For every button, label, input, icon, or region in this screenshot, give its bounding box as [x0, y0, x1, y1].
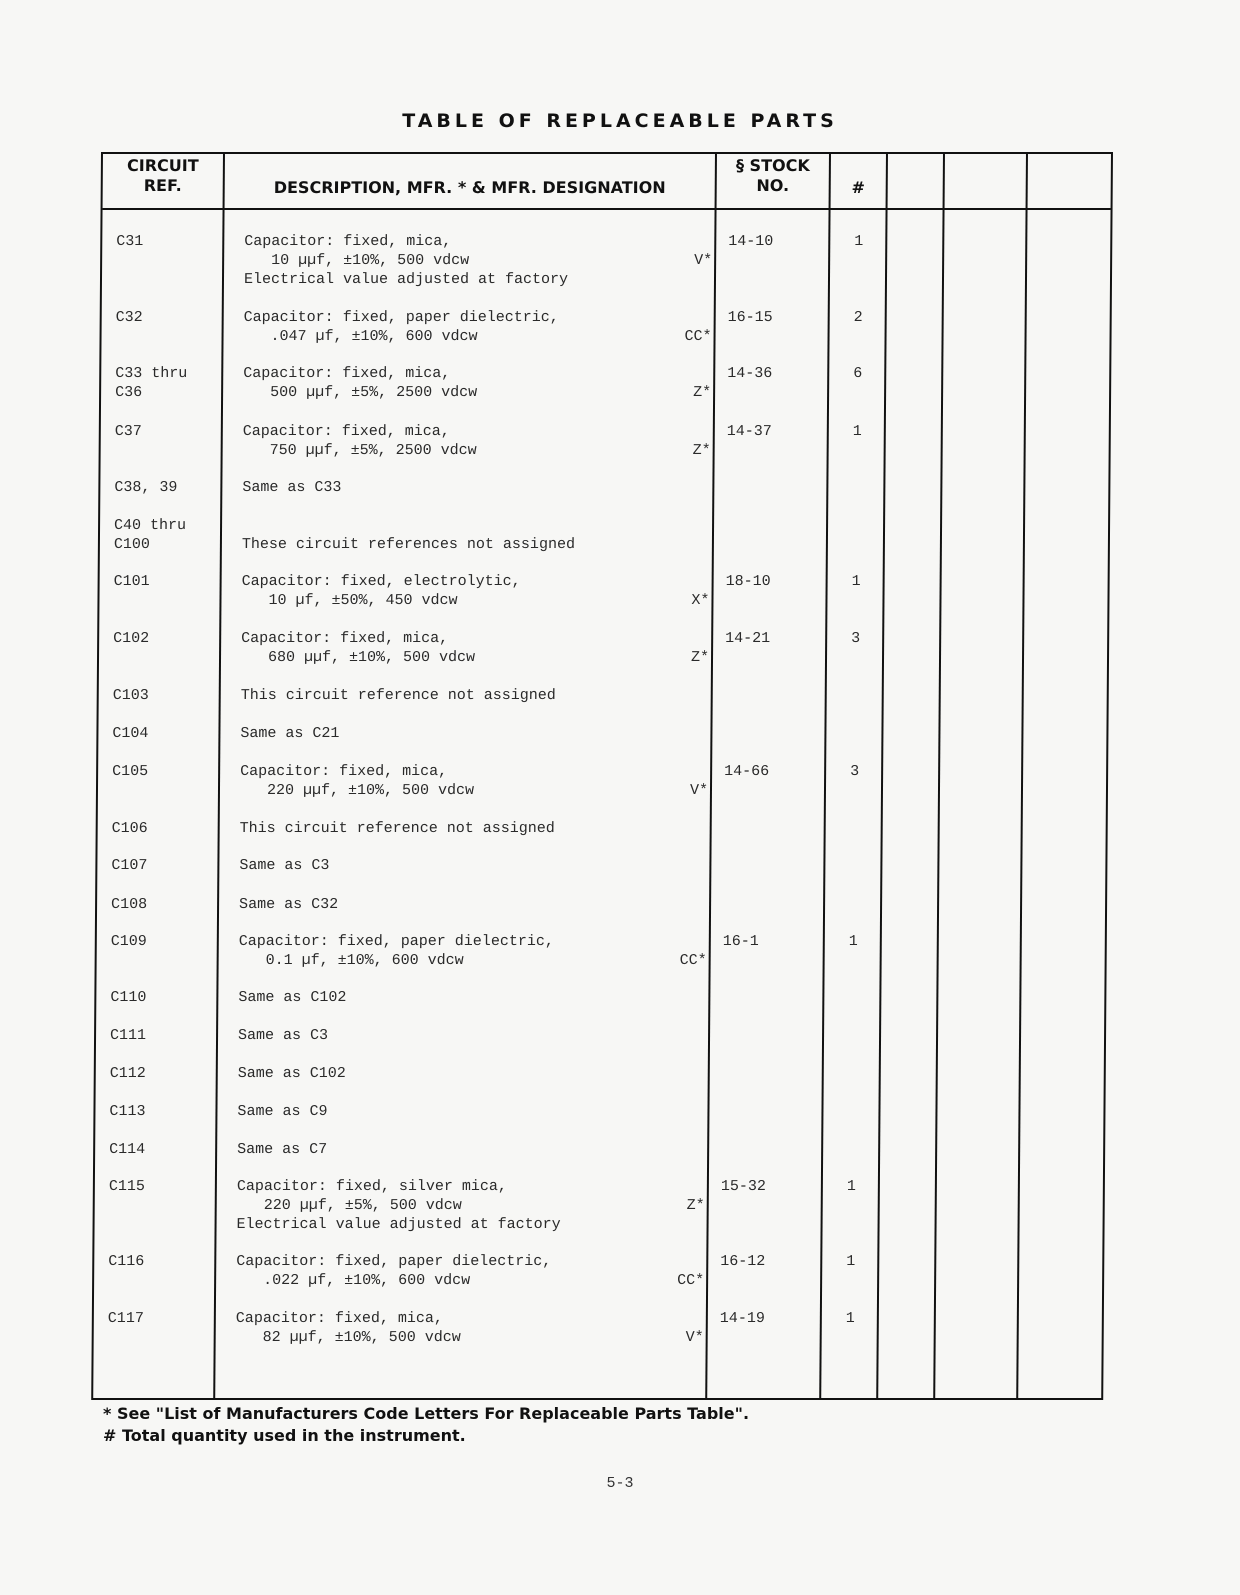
- description-line: 220 µµf, ±10%, 500 vdcw: [239, 782, 475, 799]
- description-line: Capacitor: fixed, mica,: [240, 763, 448, 780]
- quantity: 1: [845, 1310, 855, 1327]
- description-line: [242, 516, 575, 535]
- description: [239, 895, 338, 914]
- circuit-ref: C109: [110, 933, 147, 950]
- description: [239, 932, 554, 970]
- quantity: 1: [852, 423, 862, 440]
- description-line: 750 µµf, ±5%, 2500 vdcw: [242, 442, 477, 459]
- circuit-ref: C103: [112, 687, 149, 704]
- description-line: 10 µµf, ±10%, 500 vdcw: [244, 252, 470, 269]
- description-line: 500 µµf, ±5%, 2500 vdcw: [243, 384, 478, 401]
- mfr-code: CC*: [684, 328, 712, 345]
- description-line: Same as C9: [237, 1103, 328, 1120]
- description: [242, 478, 341, 497]
- stock-number: 16-12: [720, 1253, 766, 1270]
- description-line: Same as C3: [237, 1027, 329, 1044]
- description-line: 220 µµf, ±5%, 500 vdcw: [236, 1197, 462, 1214]
- description-line: Capacitor: fixed, paper dielectric,: [238, 933, 554, 950]
- circuit-ref: C38, 39: [114, 479, 178, 496]
- quantity: 1: [846, 1178, 856, 1195]
- description: [244, 232, 569, 289]
- description-line: Capacitor: fixed, mica,: [235, 1310, 443, 1327]
- description: [243, 364, 477, 402]
- description: [238, 988, 346, 1007]
- description-line: These circuit references not assigned: [241, 536, 576, 553]
- description-line: This circuit reference not assigned: [240, 687, 556, 704]
- stock-number: 18-10: [725, 573, 771, 590]
- quantity: 2: [853, 309, 863, 326]
- description-line: 10 µf, ±50%, 450 vdcw: [241, 592, 458, 609]
- description: [243, 308, 558, 346]
- description: [237, 1140, 327, 1159]
- description: [236, 1309, 461, 1347]
- mfr-code: CC*: [677, 1272, 705, 1289]
- description-line: Electrical value adjusted at factory: [236, 1216, 561, 1233]
- mfr-code: CC*: [679, 952, 707, 969]
- circuit-ref: C111: [109, 1027, 147, 1044]
- description-line: Capacitor: fixed, mica,: [244, 233, 452, 250]
- quantity: 1: [851, 573, 861, 590]
- mfr-code: V*: [689, 782, 709, 799]
- page-title: TABLE OF REPLACEABLE PARTS: [402, 110, 838, 132]
- header-quantity: #: [851, 178, 865, 197]
- stock-number: 14-19: [719, 1310, 765, 1327]
- description: [240, 724, 339, 743]
- description: [237, 1177, 562, 1234]
- quantity: 1: [854, 233, 864, 250]
- description-line: 0.1 µf, ±10%, 600 vdcw: [238, 952, 464, 969]
- mfr-code: Z*: [692, 442, 711, 459]
- circuit-ref: C31: [116, 233, 144, 250]
- description-line: Same as C7: [237, 1141, 328, 1158]
- circuit-ref: C107: [111, 857, 148, 874]
- circuit-ref: C116: [108, 1253, 145, 1270]
- stock-number: 16-15: [727, 309, 773, 326]
- header-stock-no: § STOCK NO.: [735, 156, 810, 195]
- header-circuit-ref: CIRCUIT REF.: [127, 156, 199, 195]
- description-line: Capacitor: fixed, silver mica,: [236, 1178, 507, 1195]
- parts-table: [91, 152, 1113, 1400]
- footnote-manufacturer: * See "List of Manufacturers Code Letters For Replaceable Parts Table".: [103, 1404, 750, 1423]
- table-body: [93, 154, 1115, 1402]
- circuit-ref: C113: [109, 1103, 146, 1120]
- quantity: 1: [846, 1253, 856, 1270]
- circuit-ref: C33 thru C36: [115, 365, 188, 401]
- circuit-ref: C102: [113, 630, 150, 647]
- description-line: Capacitor: fixed, mica,: [241, 630, 449, 647]
- description: [241, 572, 520, 610]
- description: [240, 819, 555, 838]
- description-line: Capacitor: fixed, paper dielectric,: [236, 1253, 552, 1270]
- circuit-ref: C115: [108, 1178, 145, 1195]
- circuit-ref: C101: [113, 573, 150, 590]
- description-line: This circuit reference not assigned: [239, 820, 555, 837]
- description: [238, 1026, 328, 1045]
- description: [240, 762, 474, 800]
- description: [236, 1252, 551, 1290]
- circuit-ref: C110: [110, 989, 147, 1006]
- description-line: Same as C32: [239, 896, 339, 913]
- mfr-code: Z*: [686, 1197, 705, 1214]
- circuit-ref: C104: [112, 725, 149, 742]
- header-description: DESCRIPTION, MFR. * & MFR. DESIGNATION: [273, 178, 666, 197]
- description-line: Capacitor: fixed, mica,: [242, 423, 450, 440]
- description-line: Same as C102: [237, 1065, 346, 1082]
- circuit-ref: C32: [115, 309, 143, 326]
- description-line: Electrical value adjusted at factory: [243, 271, 569, 288]
- description-line: Same as C33: [242, 479, 342, 496]
- stock-number: 14-21: [725, 630, 771, 647]
- description: [241, 629, 475, 667]
- mfr-code: Z*: [693, 384, 712, 401]
- stock-number: 16-1: [722, 933, 759, 950]
- description: [242, 516, 575, 554]
- circuit-ref: C105: [112, 763, 149, 780]
- description: [237, 1102, 327, 1121]
- description: [241, 686, 556, 705]
- mfr-code: V*: [685, 1329, 704, 1346]
- description-line: .047 µf, ±10%, 600 vdcw: [243, 328, 478, 345]
- description-line: Same as C21: [240, 725, 340, 742]
- circuit-ref: C37: [114, 423, 142, 440]
- description: [238, 1064, 346, 1083]
- description-line: Capacitor: fixed, paper dielectric,: [243, 309, 559, 326]
- mfr-code: Z*: [690, 649, 710, 666]
- quantity: 6: [853, 365, 863, 382]
- stock-number: 14-10: [728, 233, 774, 250]
- circuit-ref: C106: [111, 820, 148, 837]
- footnote-quantity: # Total quantity used in the instrument.: [103, 1426, 466, 1445]
- description-line: 680 µµf, ±10%, 500 vdcw: [240, 649, 476, 666]
- stock-number: 14-37: [726, 423, 772, 440]
- circuit-ref: C40 thru C100: [113, 517, 187, 553]
- description-line: Same as C102: [238, 989, 347, 1006]
- stock-number: 15-32: [720, 1178, 766, 1195]
- circuit-ref: C114: [109, 1141, 146, 1158]
- stock-number: 14-66: [724, 763, 770, 780]
- footnotes: [103, 1403, 749, 1447]
- quantity: 3: [851, 630, 861, 647]
- description-line: .022 µf, ±10%, 600 vdcw: [236, 1272, 471, 1289]
- page-number: 5-3: [606, 1475, 634, 1492]
- circuit-ref: C112: [109, 1065, 146, 1082]
- description: [243, 422, 477, 460]
- mfr-code: V*: [694, 252, 713, 269]
- quantity: 1: [848, 933, 858, 950]
- description-line: 82 µµf, ±10%, 500 vdcw: [235, 1329, 461, 1346]
- description-line: Capacitor: fixed, electrolytic,: [241, 573, 521, 590]
- quantity: 3: [850, 763, 860, 780]
- circuit-ref: C117: [107, 1310, 144, 1327]
- description-line: Same as C3: [239, 857, 330, 874]
- mfr-code: X*: [691, 592, 710, 609]
- description-line: Capacitor: fixed, mica,: [243, 365, 451, 382]
- description: [239, 856, 329, 875]
- circuit-ref: C108: [111, 896, 148, 913]
- stock-number: 14-36: [727, 365, 773, 382]
